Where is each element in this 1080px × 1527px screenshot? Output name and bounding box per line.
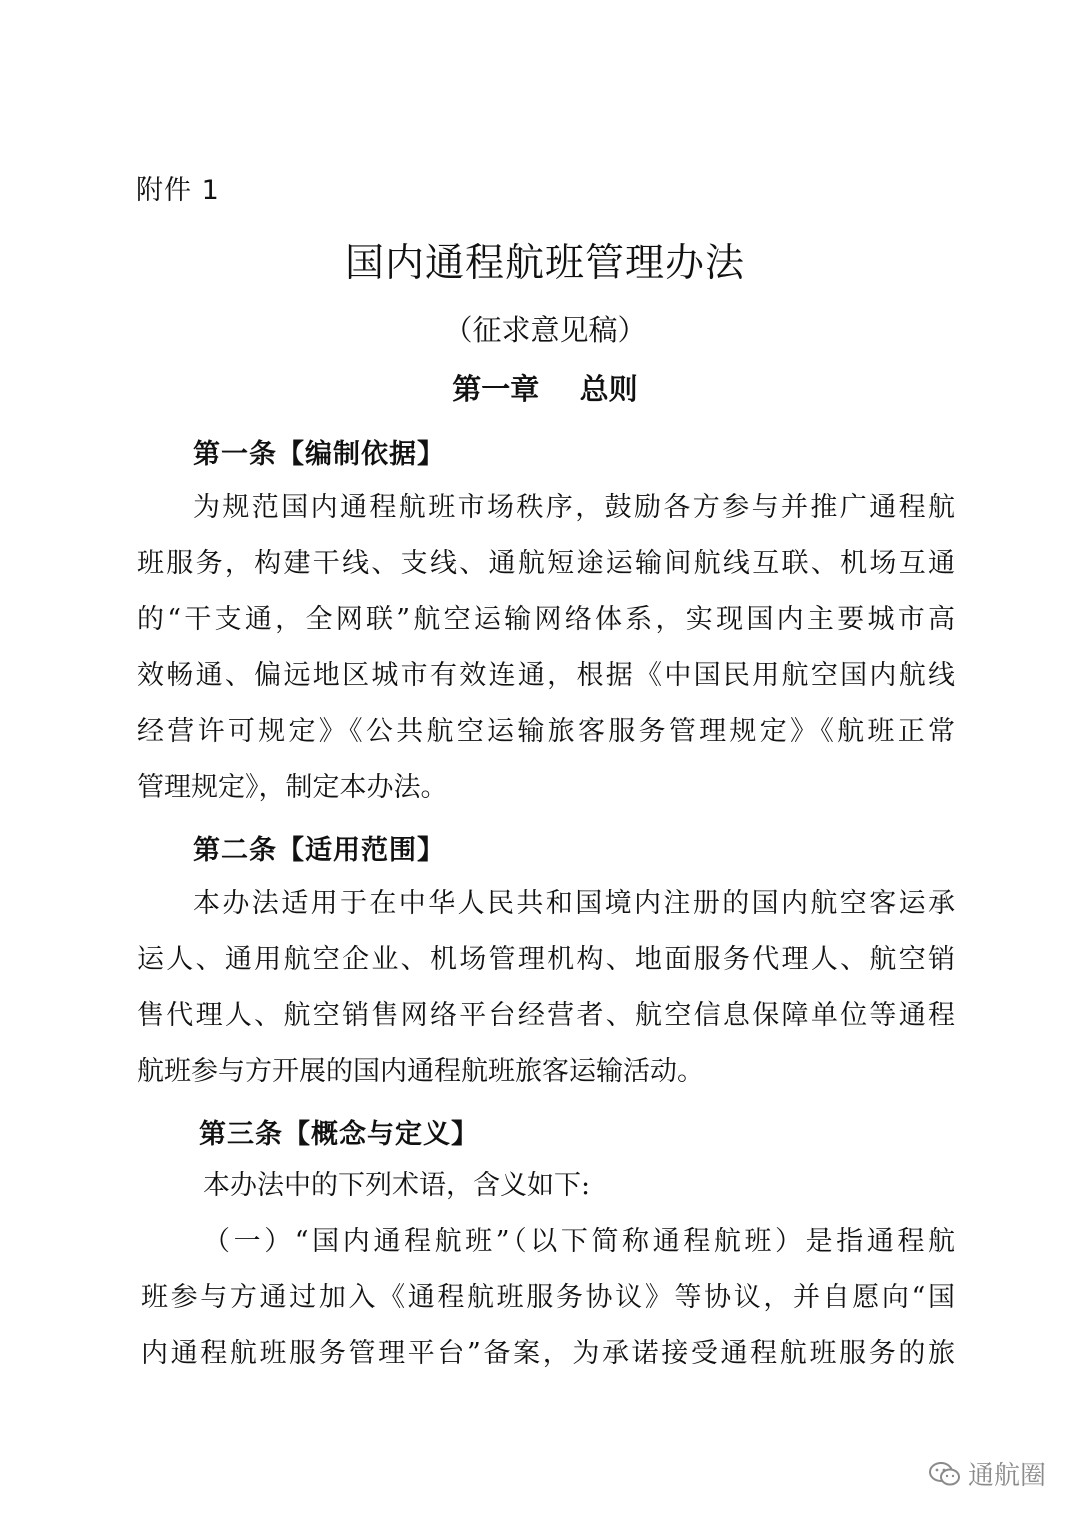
article-3-line: 班参与方通过加入《通程航班服务协议》等协议，并自愿向“国 xyxy=(141,1282,955,1313)
article-2-line: 售代理人、航空销售网络平台经营者、航空信息保障单位等通程 xyxy=(137,1000,955,1031)
document-title: 国内通程航班管理办法 xyxy=(344,241,745,286)
article-2-heading: 第二条【适用范围】 xyxy=(193,835,445,866)
article-2-line: 运人、通用航空企业、机场管理机构、地面服务代理人、航空销 xyxy=(137,944,955,975)
watermark-text: 通航圈 xyxy=(968,1461,1047,1491)
article-1-heading: 第一条【编制依据】 xyxy=(193,439,445,470)
article-1-line: 管理规定》，制定本办法。 xyxy=(137,772,448,803)
article-1-line: 效畅通、偏远地区城市有效连通，根据《中国民用航空国内航线 xyxy=(137,660,955,691)
article-2-line: 本办法适用于在中华人民共和国境内注册的国内航空客运承 xyxy=(193,888,955,919)
article-1-line: 经营许可规定》《公共航空运输旅客服务管理规定》《航班正常 xyxy=(137,716,955,747)
article-1-line: 为规范国内通程航班市场秩序，鼓励各方参与并推广通程航 xyxy=(193,492,955,523)
chapter-heading: 第一章 总则 xyxy=(452,372,638,406)
document-subtitle: （征求意见稿） xyxy=(443,313,647,347)
attachment-label: 附件 1 xyxy=(136,175,220,206)
article-3-line: 内通程航班服务管理平台”备案，为承诺接受通程航班服务的旅 xyxy=(141,1338,955,1369)
article-3-line: 本办法中的下列术语，含义如下: xyxy=(203,1170,591,1201)
article-3-line: （一）“国内通程航班”（以下简称通程航班）是指通程航 xyxy=(203,1226,955,1257)
wechat-icon xyxy=(928,1461,962,1487)
article-1-line: 的“干支通，全网联”航空运输网络体系，实现国内主要城市高 xyxy=(137,604,955,635)
article-1-line: 班服务，构建干线、支线、通航短途运输间航线互联、机场互通 xyxy=(137,548,955,579)
article-3-heading: 第三条【概念与定义】 xyxy=(199,1119,479,1150)
article-2-line: 航班参与方开展的国内通程航班旅客运输活动。 xyxy=(137,1056,704,1087)
watermark xyxy=(928,1455,1046,1492)
